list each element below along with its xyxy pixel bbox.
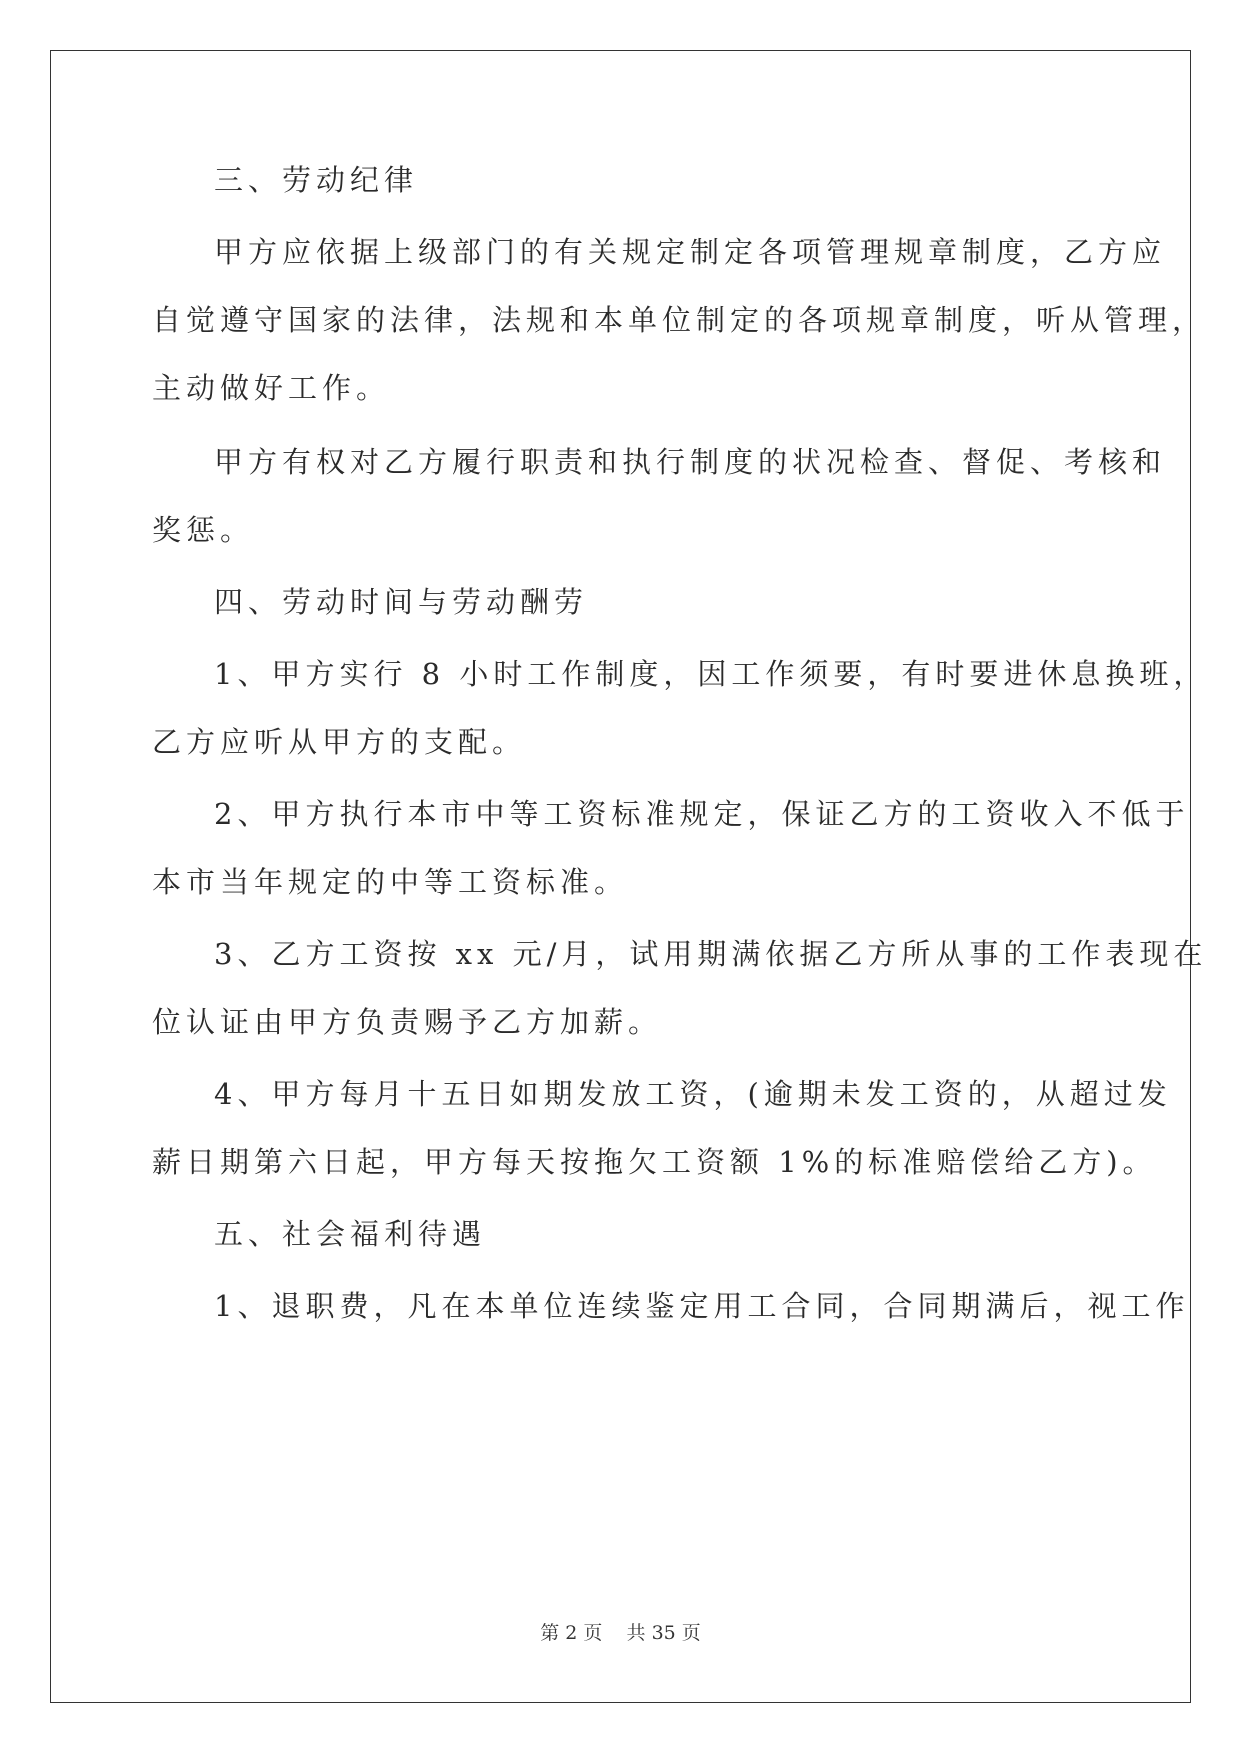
section-heading: 四、劳动时间与劳动酬劳: [214, 585, 589, 619]
page-number: 第 2 页: [540, 1622, 603, 1644]
paragraph-line: 主动做好工作。: [152, 371, 391, 405]
section-heading: 五、社会福利待遇: [214, 1217, 487, 1251]
paragraph-line: 4、甲方每月十五日如期发放工资，(逾期未发工资的，从超过发: [214, 1077, 1172, 1111]
paragraph-line: 3、乙方工资按 xx 元/月，试用期满依据乙方所从事的工作表现在: [214, 937, 1208, 971]
paragraph-line: 本市当年规定的中等工资标准。: [152, 865, 629, 899]
paragraph-line: 1、退职费，凡在本单位连续鉴定用工合同，合同期满后，视工作: [214, 1289, 1190, 1323]
paragraph-line: 甲方有权对乙方履行职责和执行制度的状况检查、督促、考核和: [214, 445, 1167, 479]
page-total: 共 35 页: [626, 1622, 701, 1644]
page-footer: [0, 1620, 1241, 1646]
paragraph-line: 位认证由甲方负责赐予乙方加薪。: [152, 1005, 663, 1039]
section-heading: 三、劳动纪律: [214, 163, 419, 197]
paragraph-line: 奖惩。: [152, 513, 255, 547]
paragraph-line: 自觉遵守国家的法律，法规和本单位制定的各项规章制度，听从管理，: [152, 303, 1207, 337]
paragraph-line: 2、甲方执行本市中等工资标准规定，保证乙方的工资收入不低于: [214, 797, 1190, 831]
paragraph-line: 乙方应听从甲方的支配。: [152, 725, 527, 759]
paragraph-line: 1、甲方实行 8 小时工作制度，因工作须要，有时要进休息换班，: [214, 657, 1208, 691]
paragraph-line: 薪日期第六日起，甲方每天按拖欠工资额 1%的标准赔偿给乙方)。: [152, 1145, 1157, 1179]
paragraph-line: 甲方应依据上级部门的有关规定制定各项管理规章制度，乙方应: [214, 235, 1167, 269]
